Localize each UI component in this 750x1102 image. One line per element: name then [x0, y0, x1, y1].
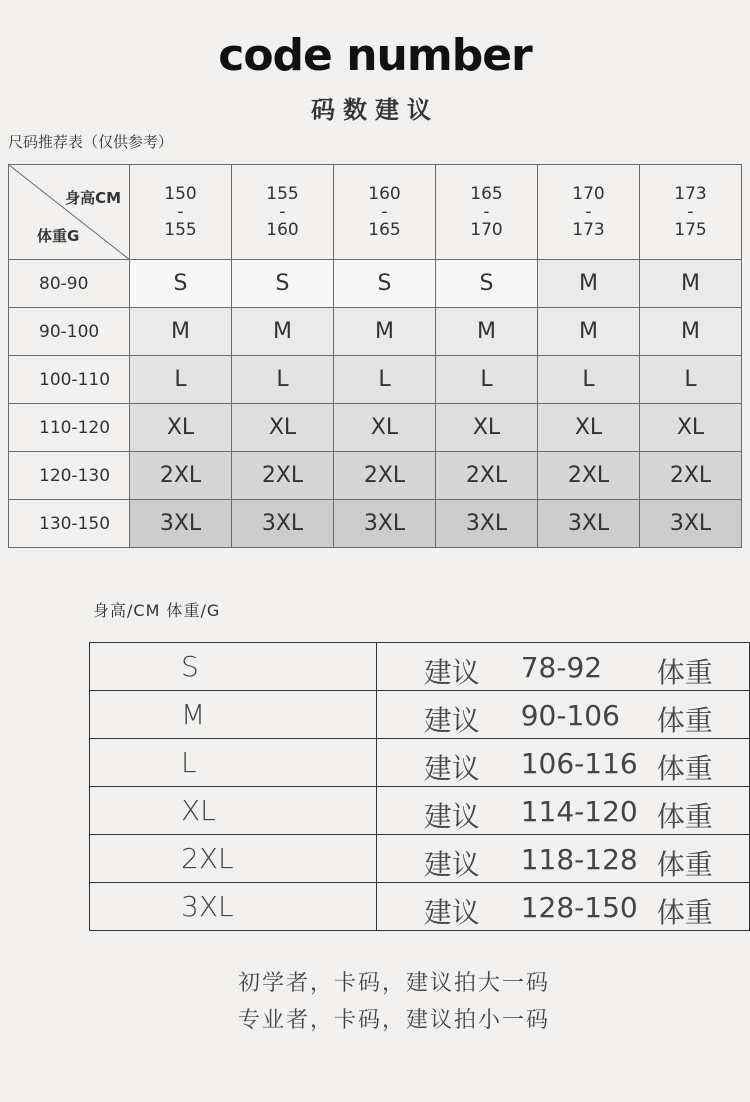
size-cell: XL [232, 404, 334, 452]
rec-range: 128-150 [520, 891, 638, 924]
rec-size: 2XL [90, 835, 377, 883]
height-column-header: 150 - 155 [130, 165, 232, 260]
table-row [9, 404, 742, 452]
rec-word: 建议 [423, 704, 480, 737]
size-cell: M [130, 308, 232, 356]
size-cell: 2XL [130, 452, 232, 500]
size-chart-header-row [9, 165, 742, 260]
rec-info [376, 739, 749, 787]
footer-line-beginner: 初学者，卡码，建议拍大一码 [237, 971, 550, 996]
size-cell: M [232, 308, 334, 356]
size-cell: 3XL [640, 500, 742, 548]
height-column-header: 160 - 165 [334, 165, 436, 260]
rec-word: 建议 [423, 800, 480, 833]
size-cell: M [538, 260, 640, 308]
rec-unit: 体重 [656, 704, 713, 737]
size-cell: L [640, 356, 742, 404]
rec-info [376, 883, 749, 931]
size-cell: M [538, 308, 640, 356]
table-row [90, 787, 750, 835]
weight-row-header: 130-150 [9, 500, 130, 548]
height-column-header: 170 - 173 [538, 165, 640, 260]
size-cell: XL [130, 404, 232, 452]
rec-range: 106-116 [520, 747, 638, 780]
recommendation-table [89, 642, 750, 931]
size-cell: 3XL [538, 500, 640, 548]
size-cell: S [436, 260, 538, 308]
table-row [90, 739, 750, 787]
rec-info [376, 643, 749, 691]
size-cell: 2XL [334, 452, 436, 500]
rec-word: 建议 [423, 656, 480, 689]
size-cell: S [130, 260, 232, 308]
weight-row-header: 80-90 [9, 260, 130, 308]
rec-size: XL [90, 787, 377, 835]
weight-row-header: 90-100 [9, 308, 130, 356]
page-subtitle: 码数建议 [311, 96, 439, 124]
rec-unit: 体重 [656, 800, 713, 833]
rec-size: S [90, 643, 377, 691]
rec-word: 建议 [423, 752, 480, 785]
rec-unit: 体重 [656, 848, 713, 881]
weight-g-label: 体重G [37, 227, 80, 245]
weight-row-header: 100-110 [9, 356, 130, 404]
table-row [90, 883, 750, 931]
size-cell: 3XL [130, 500, 232, 548]
table-row [9, 500, 742, 548]
size-cell: M [640, 260, 742, 308]
rec-range: 118-128 [520, 843, 638, 876]
size-chart-caption: 尺码推荐表（仅供参考） [8, 133, 174, 151]
rec-unit: 体重 [656, 656, 713, 689]
height-column-header: 173 - 175 [640, 165, 742, 260]
size-cell: XL [640, 404, 742, 452]
rec-range: 114-120 [520, 795, 638, 828]
weight-row-header: 110-120 [9, 404, 130, 452]
table-row [90, 691, 750, 739]
height-column-header: 165 - 170 [436, 165, 538, 260]
height-column-header: 155 - 160 [232, 165, 334, 260]
table-row [9, 260, 742, 308]
size-cell: M [436, 308, 538, 356]
size-cell: L [436, 356, 538, 404]
size-cell: 2XL [538, 452, 640, 500]
rec-word: 建议 [423, 896, 480, 929]
rec-info [376, 835, 749, 883]
rec-size: L [90, 739, 377, 787]
table-row [90, 835, 750, 883]
size-cell: L [538, 356, 640, 404]
rec-info [376, 787, 749, 835]
size-cell: L [334, 356, 436, 404]
rec-unit: 体重 [656, 752, 713, 785]
rec-range: 78-92 [520, 651, 603, 684]
size-cell: 3XL [436, 500, 538, 548]
size-cell: 2XL [232, 452, 334, 500]
rec-size: M [90, 691, 377, 739]
footer-line-professional: 专业者，卡码，建议拍小一码 [237, 1008, 550, 1033]
weight-row-header: 120-130 [9, 452, 130, 500]
page-title: code number [218, 30, 532, 81]
size-cell: XL [334, 404, 436, 452]
size-chart-corner [9, 165, 130, 260]
recommendation-label: 身高/CM 体重/G [93, 601, 221, 620]
rec-word: 建议 [423, 848, 480, 881]
height-cm-label: 身高CM [65, 189, 121, 207]
size-cell: 3XL [232, 500, 334, 548]
size-cell: L [130, 356, 232, 404]
table-row [9, 308, 742, 356]
rec-unit: 体重 [656, 896, 713, 929]
size-cell: 3XL [334, 500, 436, 548]
size-cell: L [232, 356, 334, 404]
rec-info [376, 691, 749, 739]
table-row [9, 356, 742, 404]
size-chart-table [8, 164, 742, 548]
size-cell: S [334, 260, 436, 308]
size-cell: XL [538, 404, 640, 452]
size-cell: 2XL [640, 452, 742, 500]
size-cell: 2XL [436, 452, 538, 500]
rec-size: 3XL [90, 883, 377, 931]
size-cell: M [334, 308, 436, 356]
table-row [9, 452, 742, 500]
size-cell: M [640, 308, 742, 356]
rec-range: 90-106 [520, 699, 620, 732]
table-row [90, 643, 750, 691]
size-cell: S [232, 260, 334, 308]
size-cell: XL [436, 404, 538, 452]
